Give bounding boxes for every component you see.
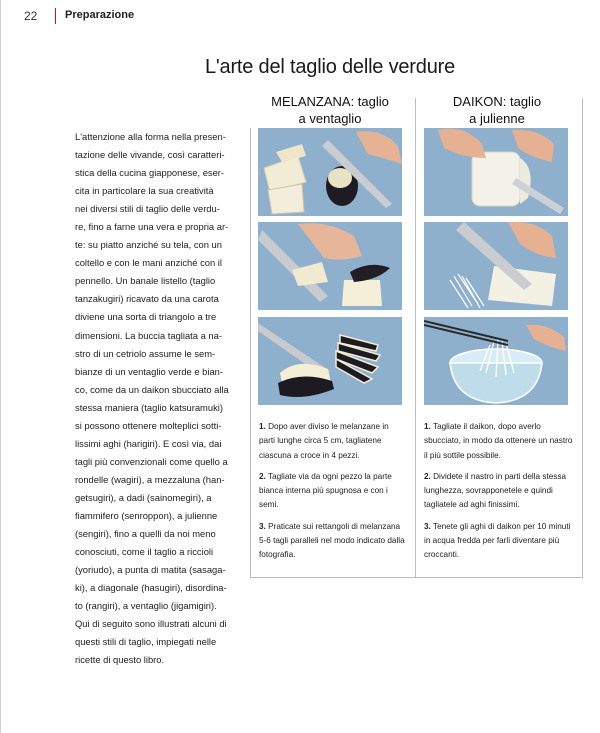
intro-line: Qui di seguito sono illustrati alcuni di xyxy=(75,618,227,630)
daikon-peel-illustration xyxy=(424,128,568,216)
intro-line: ricette di questo libro. xyxy=(75,654,165,666)
intro-line: to (rangiri), a ventaglio (jigamigiri). xyxy=(75,600,217,612)
daikon-water-bowl-photo xyxy=(424,317,568,405)
intro-line: te: su piatto anziché su tela, con un xyxy=(75,239,222,251)
eggplant-fan-illustration xyxy=(258,317,402,405)
intro-line: getsugiri), a dadi (sainomegiri), a xyxy=(75,491,212,503)
eggplant-cut-photo xyxy=(258,128,402,216)
daikon-peel-photo xyxy=(424,128,568,216)
step-number: 3. xyxy=(259,521,266,531)
instructions-bottom-rule xyxy=(250,577,582,578)
step-number: 1. xyxy=(424,422,431,431)
page-title: L'arte del taglio delle verdure xyxy=(205,56,456,78)
step-number: 3. xyxy=(424,521,431,531)
intro-line: tagli più convenzionali come quello a xyxy=(75,455,228,467)
intro-line: ki), a diagonale (hasugiri), disordina- xyxy=(75,582,227,594)
eggplant-cut-illustration xyxy=(258,128,402,216)
daikon-step-3 xyxy=(424,520,574,563)
intro-line: lissimi aghi (harigiri). E così via, dai xyxy=(75,437,222,449)
intro-line: stessa maniera (taglio katsuramuki) xyxy=(75,401,223,413)
daikon-step-1 xyxy=(424,420,574,463)
intro-line: bianze di un ventaglio verde e bian- xyxy=(75,365,224,377)
step-number: 2. xyxy=(259,471,266,481)
eggplant-fan-photo xyxy=(258,317,402,405)
intro-line: nei diversi stili di taglio delle verdu- xyxy=(75,203,220,215)
step-text: Praticate sui rettangoli di melanzana 5-6 tagli paralleli nel modo indicato dalla fotografia. xyxy=(259,521,405,560)
step-number: 1. xyxy=(259,422,266,431)
intro-line: rondelle (wagiri), a mezzaluna (han- xyxy=(75,473,225,485)
daikon-slice-illustration xyxy=(424,222,568,310)
intro-line: stro di un cetriolo assume le sem- xyxy=(75,347,216,359)
intro-line: tanzakugiri) ricavato da una carota xyxy=(75,293,219,305)
eggplant-step-3 xyxy=(259,520,405,563)
step-text: Tenete gli aghi di daikon per 10 minuti in acqua fredda per farli diventare più croccanti. xyxy=(424,521,571,560)
intro-line: stica della cucina giapponese, eser- xyxy=(75,167,225,179)
eggplant-step-1 xyxy=(259,420,405,463)
page-number: 22 xyxy=(24,9,38,23)
eggplant-heading-line1: MELANZANA: taglio xyxy=(271,94,389,109)
daikon-slice-photo xyxy=(424,222,568,310)
intro-line: (sengiri), fino a quelli da noi meno xyxy=(75,528,216,540)
intro-line: pennello. Un banale listello (taglio xyxy=(75,275,216,287)
step-text: Tagliate il daikon, dopo averlo sbucciato, in modo da ottenere un nastro il più sottile possibile. xyxy=(424,422,573,460)
eggplant-peel-photo xyxy=(258,222,402,310)
daikon-heading-line2: a julienne xyxy=(469,111,525,126)
daikon-column-heading xyxy=(423,93,571,127)
column-divider-right xyxy=(582,98,583,578)
intro-line: tazione delle vivande, così caratteri- xyxy=(75,149,225,161)
daikon-steps xyxy=(424,420,574,570)
step-text: Dividete il nastro in parti della stessa lunghezza, sovrapponetele e quindi tagliatele ad aghi finissimi. xyxy=(424,471,567,510)
intro-paragraph xyxy=(75,128,241,669)
intro-line: (yoriudo), a punta di matita (sasaga- xyxy=(75,564,226,576)
eggplant-step-2 xyxy=(259,470,405,513)
intro-line: conosciuti, come il taglio a riccioli xyxy=(75,546,214,558)
step-text: Dopo aver diviso le melanzane in parti lunghe circa 5 cm, tagliatene ciascuna a croce in 4 pezzi. xyxy=(259,422,389,460)
daikon-step-2 xyxy=(424,470,574,513)
column-divider-middle xyxy=(415,98,416,578)
column-divider xyxy=(250,128,251,578)
header-divider xyxy=(55,8,56,24)
intro-line: dimensioni. La buccia tagliata a na- xyxy=(75,329,222,341)
step-text: Tagliate via da ogni pezzo la parte bianca interna più spugnosa e con i semi. xyxy=(259,471,392,510)
eggplant-heading-line2: a ventaglio xyxy=(298,111,362,126)
daikon-water-bowl-illustration xyxy=(424,317,568,405)
intro-line: L'attenzione alla forma nella presen- xyxy=(75,131,226,142)
intro-line: diviene una sorta di triangolo a tre xyxy=(75,311,217,323)
step-number: 2. xyxy=(424,471,431,481)
eggplant-column-heading xyxy=(259,93,401,127)
intro-line: questi stili di taglio, impiegati nelle xyxy=(75,636,217,648)
eggplant-peel-illustration xyxy=(258,222,402,310)
intro-line: si possono ottenere molteplici sotti- xyxy=(75,419,222,431)
eggplant-steps xyxy=(259,420,405,570)
intro-line: fiammifero (senroppon), a julienne xyxy=(75,509,218,521)
section-name: Preparazione xyxy=(65,9,135,21)
intro-line: co, come da un daikon sbucciato alla xyxy=(75,383,229,395)
intro-line: coltello e con le mani anziché con il xyxy=(75,257,222,269)
daikon-heading-line1: DAIKON: taglio xyxy=(452,94,542,109)
intro-line: cita in particolare la sua creatività xyxy=(75,185,214,197)
intro-line: re, fino a farne una vera e propria ar- xyxy=(75,221,229,233)
